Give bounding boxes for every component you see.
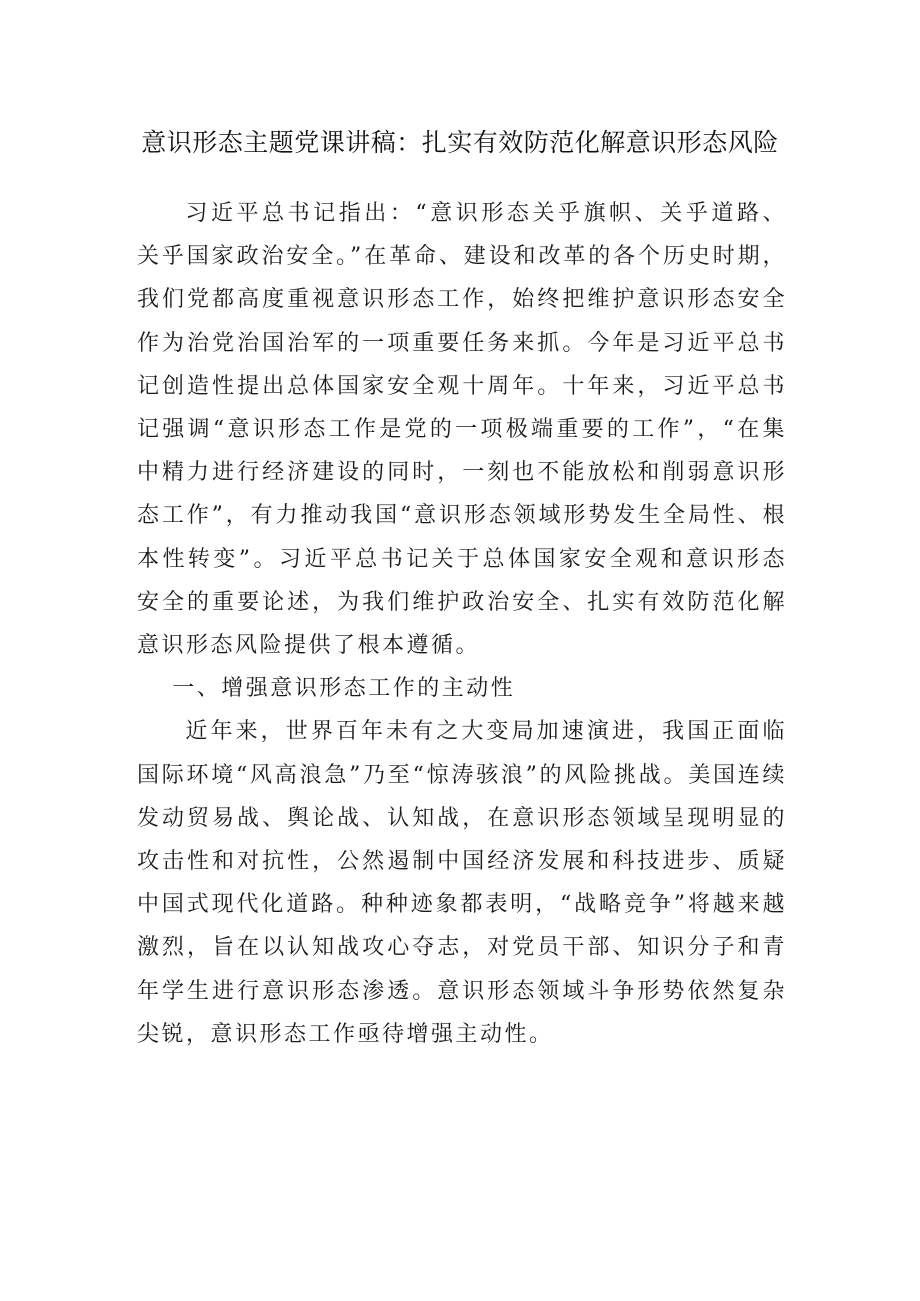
paragraph-intro: 习近平总书记指出：“意识形态关乎旗帜、关乎道路、关乎国家政治安全。”在革命、建设和改革的各个历史时期，我们党都高度重视意识形态工作，始终把维护意识形态安全作为治党治国治军的一项重要任务来抓。今年是习近平总书记创造性提出总体国家安全观十周年。十年来，习近平总书记强调“意识形态工作是党的一项极端重要的工作”，“在集中精力进行经济建设的同时，一刻也不能放松和削弱意识形态工作”，有力推动我国“意识形态领域形势发生全局性、根本性转变”。习近平总书记关于总体国家安全观和意识形态安全的重要论述，为我们维护政治安全、扎实有效防范化解意识形态风险提供了根本遵循。 — [137, 201, 787, 659]
document-title: 意识形态主题党课讲稿：扎实有效防范化解意识形态风险 — [141, 128, 779, 157]
document-body — [137, 192, 787, 1056]
paragraph-section-1: 近年来，世界百年未有之大变局加速演进，我国正面临国际环境“风高浪急”乃至“惊涛骇浪”的风险挑战。美国连续发动贸易战、舆论战、认知战，在意识形态领域呈现明显的攻击性和对抗性，公然遏制中国经济发展和科技进步、质疑中国式现代化道路。种种迹象都表明，“战略竞争”将越来越激烈，旨在以认知战攻心夺志，对党员干部、知识分子和青年学生进行意识形态渗透。意识形态领域斗争形势依然复杂尖锐，意识形态工作亟待增强主动性。 — [137, 719, 787, 1047]
section-heading-1: 一、增强意识形态工作的主动性 — [172, 676, 516, 702]
